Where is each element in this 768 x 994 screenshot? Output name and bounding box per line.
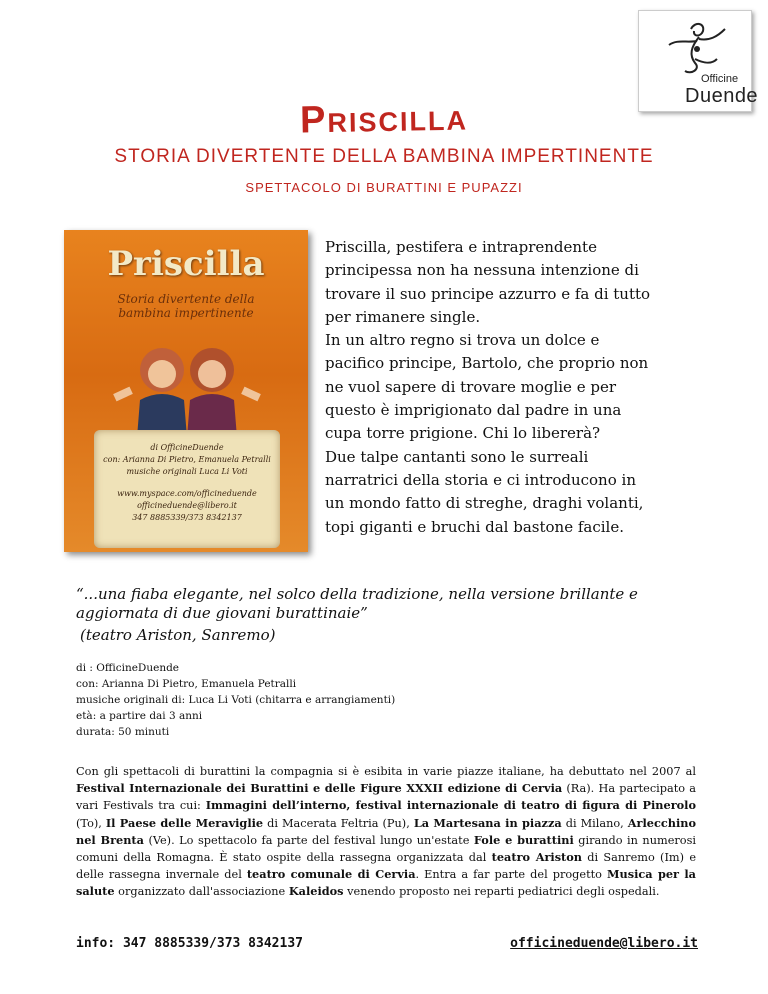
bold-run: Il Paese delle Meraviglie [105, 815, 264, 830]
credit-line: età: a partire dai 3 anni [76, 710, 203, 722]
description-line: topi giganti e bruchi dal bastone facile. [325, 517, 624, 536]
contact-email-link[interactable]: officineduende@libero.it [510, 936, 698, 951]
text-run: (To), [76, 816, 106, 830]
bold-run: Arlecchino nel Brenta [76, 815, 696, 847]
description-line: cupa torre prigione. Chi lo libererà? [325, 424, 601, 443]
poster-line: 347 8885339/373 8342137 [132, 513, 242, 522]
page-title: Priscilla [299, 96, 469, 142]
bold-run: teatro Ariston [491, 850, 583, 865]
show-poster [64, 230, 308, 552]
dancer-logo-icon [661, 19, 741, 77]
description-line: questo è imprigionato dal padre in una [325, 401, 622, 420]
show-description [325, 236, 705, 539]
poster-line: officineduende@libero.it [137, 501, 237, 510]
credit-line: di : OfficineDuende [76, 662, 180, 674]
page-subtitle: STORIA DIVERTENTE DELLA BAMBINA IMPERTINENTE [114, 146, 654, 167]
poster-line: di OfficineDuende [150, 443, 224, 452]
poster-subtitle [64, 292, 308, 320]
credit-line: durata: 50 minuti [76, 726, 170, 738]
bold-run: Fole e burattini [473, 832, 574, 847]
text-run: di Milano, [561, 816, 628, 830]
bold-run: Festival Internazionale dei Burattini e delle Figure XXXII edizione di Cervia [76, 781, 563, 796]
logo-line1: Officine [701, 73, 739, 85]
description-line: narratrici della storia e ci introducono in [325, 470, 636, 489]
text-run: di Macerata Feltria (Pu), [263, 816, 414, 830]
description-line: ne vuol sapere di trovare moglie e per [325, 377, 616, 396]
logo-line2: Duende [685, 85, 759, 107]
bold-run: La Martesana in piazza [413, 815, 562, 830]
poster-line: con: Arianna Di Pietro, Emanuela Petralli [103, 455, 271, 464]
text-run: girando in numerosi comuni della Romagna. È stato ospite della rassegna organizzata dal [76, 833, 696, 865]
description-line: Due talpe cantanti sono le surreali [325, 447, 589, 466]
text-run: (Ra). Ha partecipato a vari Festivals tra cui: [76, 782, 696, 813]
text-run: venendo proposto nei reparti pediatrici degli ospedali. [343, 885, 660, 899]
bold-run: Musica per la salute [76, 867, 696, 899]
poster-line: musiche originali Luca Li Voti [126, 467, 248, 476]
poster-scroll [94, 430, 280, 548]
text-run: organizzato dall'associazione [114, 885, 289, 899]
review-quote: “...una fiaba elegante, nel solco della tradizione, nella versione brillante e aggiornata di due giovani burattinaie” [76, 585, 638, 622]
poster-title: Priscilla [107, 244, 265, 284]
poster-line: www.myspace.com/officineduende [117, 489, 257, 498]
description-line: principessa non ha nessuna intenzione di [325, 261, 639, 280]
text-run: . Entra a far parte del progetto [415, 868, 607, 882]
credits-list [76, 660, 395, 740]
text-run: (Ve). Lo spettacolo fa parte del festival lungo un'estate [143, 833, 474, 847]
credit-line: musiche originali di: Luca Li Voti (chitarra e arrangiamenti) [76, 694, 396, 706]
text-run: Con gli spettacoli di burattini la compagnia si è esibita in varie piazze italiane, ha debuttato nel 2007 al [76, 765, 696, 778]
review-source: (teatro Ariston, Sanremo) [80, 626, 276, 644]
page-subtitle-2: SPETTACOLO DI BURATTINI E PUPAZZI [245, 180, 523, 195]
bold-run: Kaleidos [288, 884, 344, 899]
description-line: per rimanere single. [325, 307, 481, 326]
bold-run: teatro comunale di Cervia [246, 867, 416, 882]
text-run: di Sanremo (Im) e delle rassegna invernale del [76, 851, 697, 882]
description-line: un mondo fatto di streghe, draghi volanti, [325, 494, 644, 513]
bold-run: Immagini dell’interno, festival internazionale di teatro di figura di Pinerolo [205, 798, 697, 813]
description-line: In un altro regno si trova un dolce e [325, 331, 600, 350]
contact-phone: info: 347 8885339/373 8342137 [76, 936, 303, 951]
description-line: Priscilla, pestifera e intraprendente [325, 238, 597, 256]
poster-subtitle-line-2: bambina impertinente [118, 306, 254, 320]
poster-subtitle-line-1: Storia divertente della [117, 292, 255, 306]
credit-line: con: Arianna Di Pietro, Emanuela Petralli [76, 678, 297, 690]
description-line: pacifico principe, Bartolo, che proprio non [325, 354, 649, 373]
company-history [76, 764, 696, 901]
description-line: trovare il suo principe azzurro e fa di tutto [325, 284, 651, 303]
